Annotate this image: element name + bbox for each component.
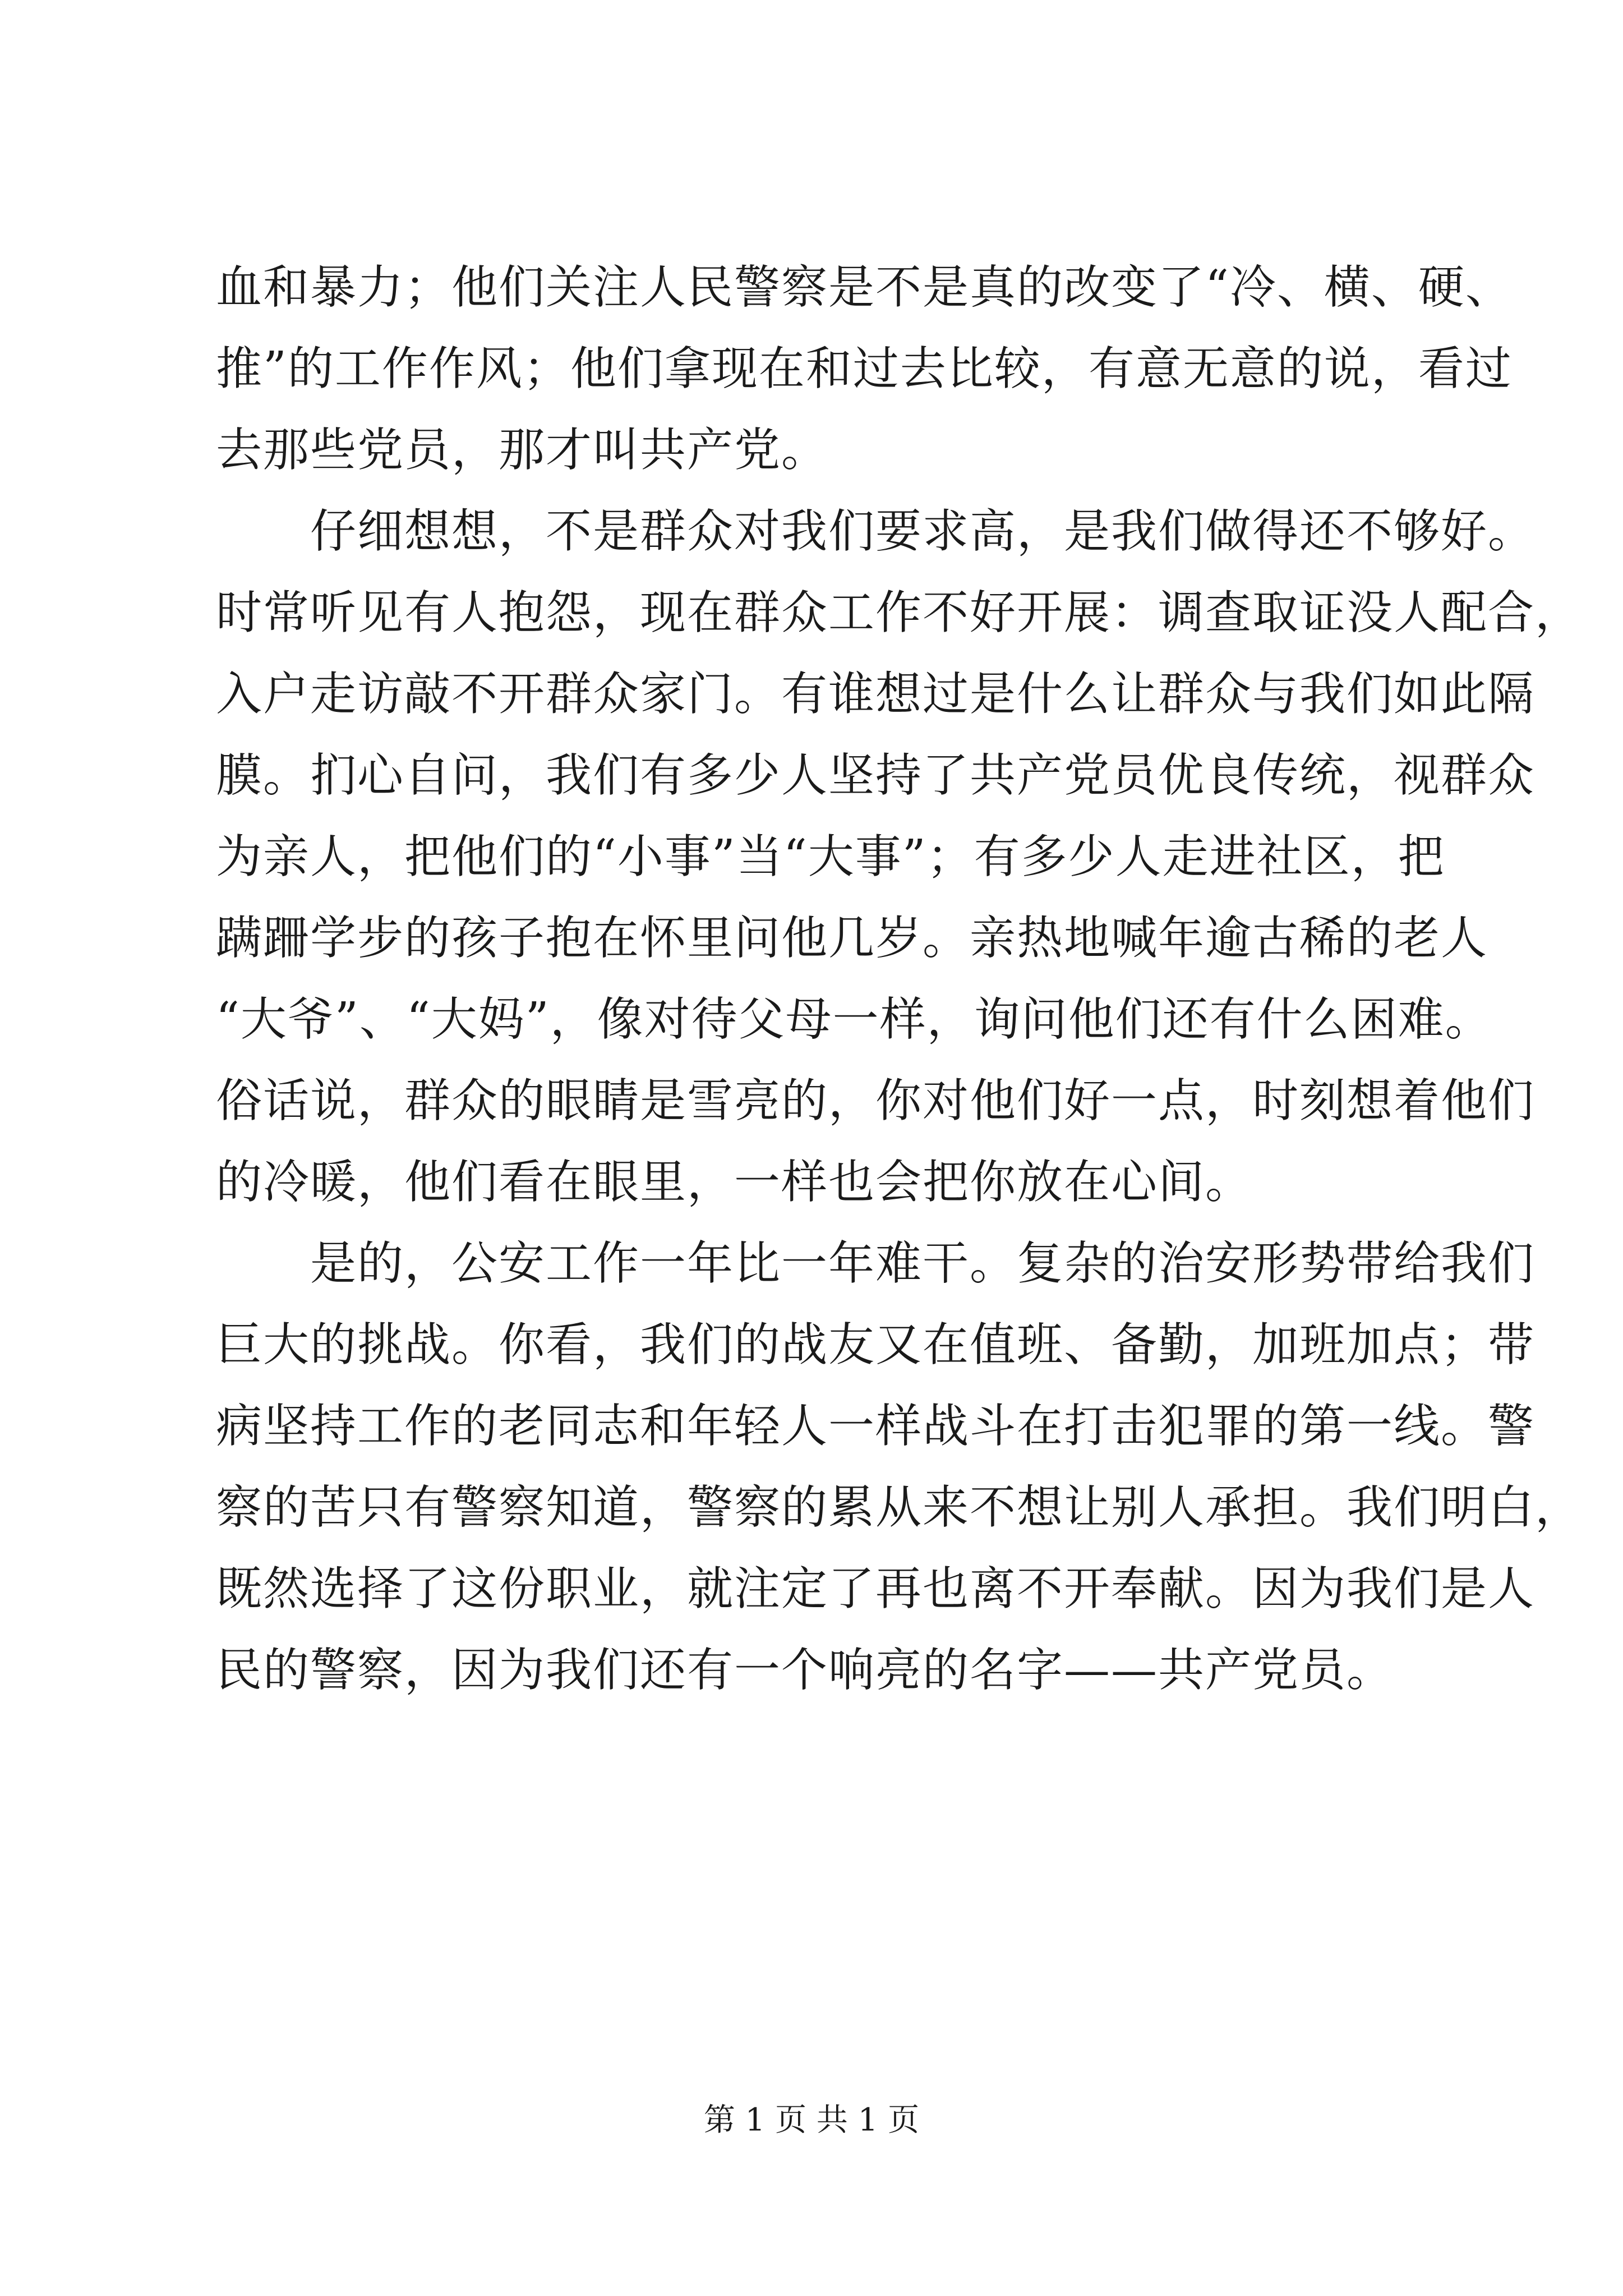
text-line: 察的苦只有警察知道，警察的累从来不想让别人承担。我们明白， (216, 1481, 1583, 1534)
text-line: 既然选择了这份职业，就注定了再也离不开奉献。因为我们是人 (216, 1562, 1536, 1616)
text-line: “大爷”、“大妈”，像对待父母一样，询问他们还有什么困难。 (216, 993, 1492, 1046)
text-line: 俗话说，群众的眼睛是雪亮的，你对他们好一点，时刻想着他们 (216, 1074, 1536, 1128)
text-line: 是的，公安工作一年比一年难干。复杂的治安形势带给我们 (216, 1237, 1536, 1290)
text-line: 仔细想想，不是群众对我们要求高，是我们做得还不够好。 (216, 505, 1536, 558)
text-line: 血和暴力；他们关注人民警察是不是真的改变了“冷、横、硬、 (216, 261, 1513, 314)
page-number-footer: 第 1 页 共 1 页 (703, 2102, 920, 2138)
text-line: 巨大的挑战。你看，我们的战友又在值班、备勤，加班加点；带 (216, 1318, 1536, 1372)
text-line: 推”的工作作风；他们拿现在和过去比较，有意无意的说，看过 (216, 342, 1513, 395)
document-body (216, 247, 1583, 1711)
text-line: 去那些党员，那才叫共产党。 (216, 424, 829, 477)
text-line: 时常听见有人抱怨，现在群众工作不好开展：调查取证没人配合， (216, 586, 1583, 639)
text-line: 的冷暖，他们看在眼里，一样也会把你放在心间。 (216, 1156, 1253, 1209)
text-line: 蹒跚学步的孩子抱在怀里问他几岁。亲热地喊年逾古稀的老人 (216, 912, 1488, 965)
text-line: 病坚持工作的老同志和年轻人一样战斗在打击犯罪的第一线。警 (216, 1400, 1536, 1453)
text-line: 膜。扪心自问，我们有多少人坚持了共产党员优良传统，视群众 (216, 749, 1536, 802)
text-line: 入户走访敲不开群众家门。有谁想过是什么让群众与我们如此隔 (216, 668, 1536, 721)
text-line: 民的警察，因为我们还有一个响亮的名字——共产党员。 (216, 1644, 1394, 1697)
text-line: 为亲人，把他们的“小事”当“大事”；有多少人走进社区，把 (216, 830, 1445, 884)
